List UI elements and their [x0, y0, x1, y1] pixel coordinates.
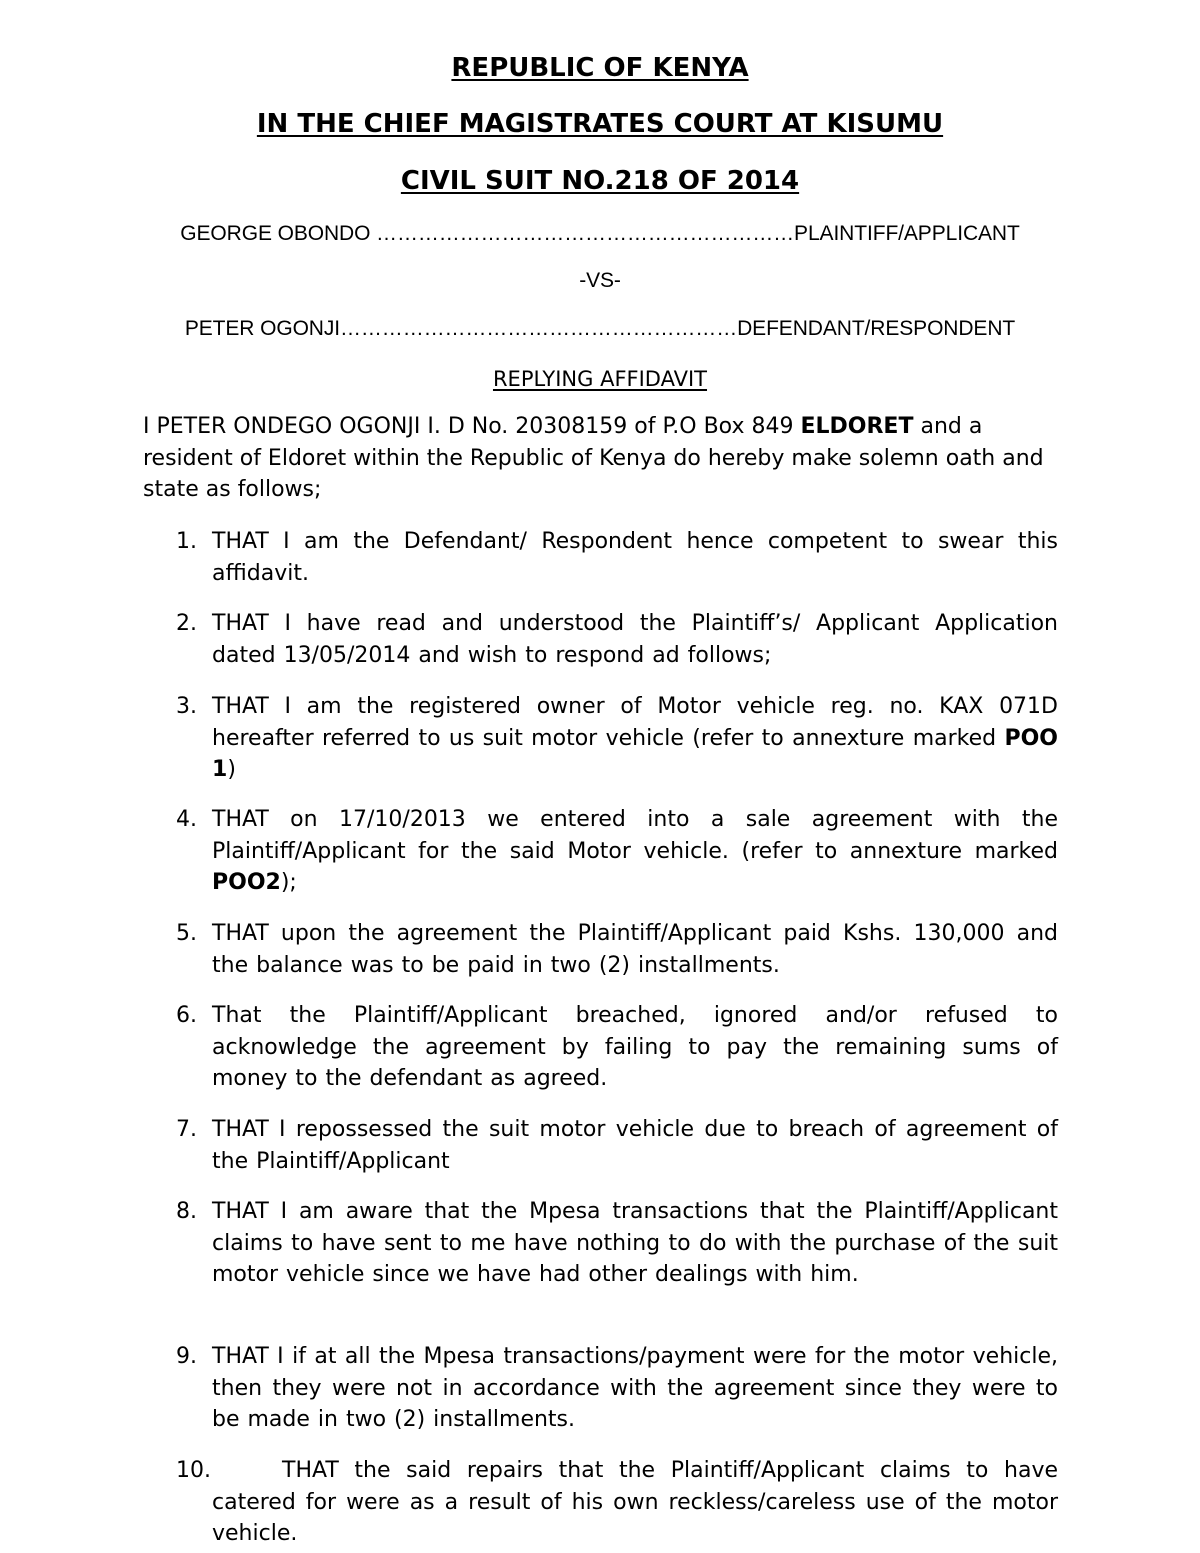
item-number: 1.	[176, 529, 197, 554]
item-number: 4.	[176, 807, 197, 832]
annexture-label: POO2	[212, 870, 281, 895]
intro-text-before: I PETER ONDEGO OGONJI I. D No. 20308159 of P.O Box 849	[143, 414, 801, 439]
versus-line: -VS-	[579, 269, 621, 292]
affidavit-title: REPLYING AFFIDAVIT	[492, 367, 708, 391]
heading-court: IN THE CHIEF MAGISTRATES COURT AT KISUMU	[256, 109, 944, 139]
item-text: THAT I am aware that the Mpesa transactions that the Plaintiff/Applicant claims to have sent to me have nothing to do with the purchase of the suit motor vehicle since we have had other dealings with him.	[212, 1199, 1058, 1287]
defendant-line: PETER OGONJI…………………………………………………DEFENDANT/RESPONDENT	[184, 317, 1016, 340]
item-number: 5.	[176, 921, 197, 946]
item-text: THAT I repossessed the suit motor vehicle due to breach of agreement of the Plaintiff/Applicant	[212, 1117, 1058, 1174]
item-text: THAT I am the Defendant/ Respondent hence competent to swear this affidavit.	[212, 529, 1058, 586]
item-number: 7.	[176, 1117, 197, 1142]
item-number: 3.	[176, 694, 197, 719]
heading-republic: REPUBLIC OF KENYA	[451, 53, 749, 83]
plaintiff-line: GEORGE OBONDO ……………………………………………………PLAINTIFF/APPLICANT	[180, 222, 1020, 245]
item-number: 2.	[176, 611, 197, 636]
item-text-main: THAT on 17/10/2013 we entered into a sale agreement with the Plaintiff/Applicant for the said Motor vehicle. (refer to annexture marked	[212, 807, 1058, 864]
item-text-end: );	[280, 870, 297, 895]
intro-text-after: and a resident of Eldoret within the Republic of Kenya do hereby make solemn oath and state as follows;	[143, 414, 1044, 502]
item-text-main: THAT the said repairs that the Plaintiff/Applicant claims to have catered for were as a result of his own reckless/careless use of the motor vehicle.	[212, 1458, 1058, 1546]
item-text-main: THAT I am the registered owner of Motor vehicle reg. no. KAX 071D hereafter referred to us suit motor vehicle (refer to annexture marked	[212, 694, 1058, 751]
item-text: THAT I if at all the Mpesa transactions/payment were for the motor vehicle, then they were not in accordance with the agreement since they were to be made in two (2) installments.	[212, 1344, 1058, 1432]
item-number: 9.	[176, 1344, 197, 1369]
item-number: 8.	[176, 1199, 197, 1224]
item-text	[212, 804, 1058, 899]
item-text	[212, 1455, 1058, 1550]
item-number: 10.	[176, 1458, 211, 1483]
item-number: 6.	[176, 1003, 197, 1028]
item-text: THAT upon the agreement the Plaintiff/Applicant paid Kshs. 130,000 and the balance was to be paid in two (2) installments.	[212, 921, 1058, 978]
item-text: THAT I have read and understood the Plaintiff’s/ Applicant Application dated 13/05/2014 and wish to respond ad follows;	[212, 611, 1058, 668]
intro-town: ELDORET	[800, 414, 914, 439]
item-text	[212, 691, 1058, 786]
heading-suit-number: CIVIL SUIT NO.218 OF 2014	[400, 166, 800, 196]
annexture-label: POO 1	[212, 725, 1058, 782]
item-text: That the Plaintiff/Applicant breached, ignored and/or refused to acknowledge the agreement by failing to pay the remaining sums of money to the defendant as agreed.	[212, 1003, 1058, 1091]
item-text-end: )	[227, 757, 236, 782]
intro-paragraph	[143, 411, 1059, 506]
